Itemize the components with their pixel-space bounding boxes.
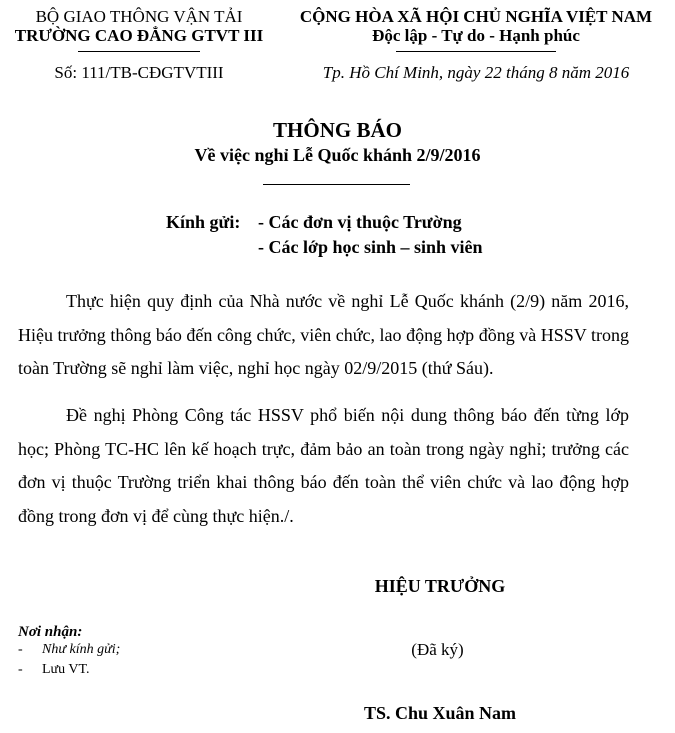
- recipients-label: Kính gửi:: [166, 212, 241, 232]
- header-left-divider: [78, 51, 200, 52]
- ministry-name: BỘ GIAO THÔNG VẬN TẢI: [35, 7, 243, 26]
- document-number: Số: 111/TB-CĐGTVTIII: [54, 63, 224, 82]
- national-title: CỘNG HÒA XÃ HỘI CHỦ NGHĨA VIỆT NAM: [299, 7, 653, 26]
- recipient-item: - Các đơn vị thuộc Trường: [258, 212, 462, 232]
- document-title: THÔNG BÁO: [273, 118, 402, 142]
- distribution-item: [18, 642, 120, 658]
- recipient-item: - Các lớp học sinh – sinh viên: [258, 237, 483, 257]
- signer-title: HIỆU TRƯỞNG: [374, 576, 506, 596]
- distribution-item-text: Như kính gửi;: [42, 642, 121, 657]
- distribution-item-text: Lưu VT.: [42, 662, 90, 677]
- signer-name: TS. Chu Xuân Nam: [363, 703, 517, 723]
- place-date: Tp. Hồ Chí Minh, ngày 22 tháng 8 năm 2016: [322, 63, 630, 82]
- body-paragraph: Thực hiện quy định của Nhà nước về nghỉ Lễ Quốc khánh (2/9) năm 2016, Hiệu trưởng thông báo đến công chức, viên chức, lao động hợp đồng và HSSV trong toàn Trường sẽ nghỉ làm việc, nghỉ học ngày 02/9/2015 (thứ Sáu).: [18, 291, 629, 378]
- document-subject: Về việc nghỉ Lễ Quốc khánh 2/9/2016: [194, 145, 481, 165]
- bullet-dash: -: [18, 662, 23, 677]
- title-divider: [263, 184, 410, 185]
- signed-note: (Đã ký): [411, 640, 464, 659]
- body-paragraph: Đề nghị Phòng Công tác HSSV phổ biến nội dung thông báo đến từng lớp học; Phòng TC-HC lên kế hoạch trực, đảm bảo an toàn trong ngày nghỉ; trưởng các đơn vị thuộc Trường triển khai thông báo đến toàn thể viên chức và lao động hợp đồng trong đơn vị để cùng thực hiện./.: [18, 405, 629, 526]
- bullet-dash: -: [18, 642, 23, 657]
- distribution-label: Nơi nhận:: [18, 624, 83, 640]
- distribution-item: [18, 662, 90, 678]
- school-name: TRƯỜNG CAO ĐẲNG GTVT III: [14, 26, 264, 45]
- header-right-divider: [396, 51, 556, 52]
- national-motto: Độc lập - Tự do - Hạnh phúc: [372, 26, 580, 45]
